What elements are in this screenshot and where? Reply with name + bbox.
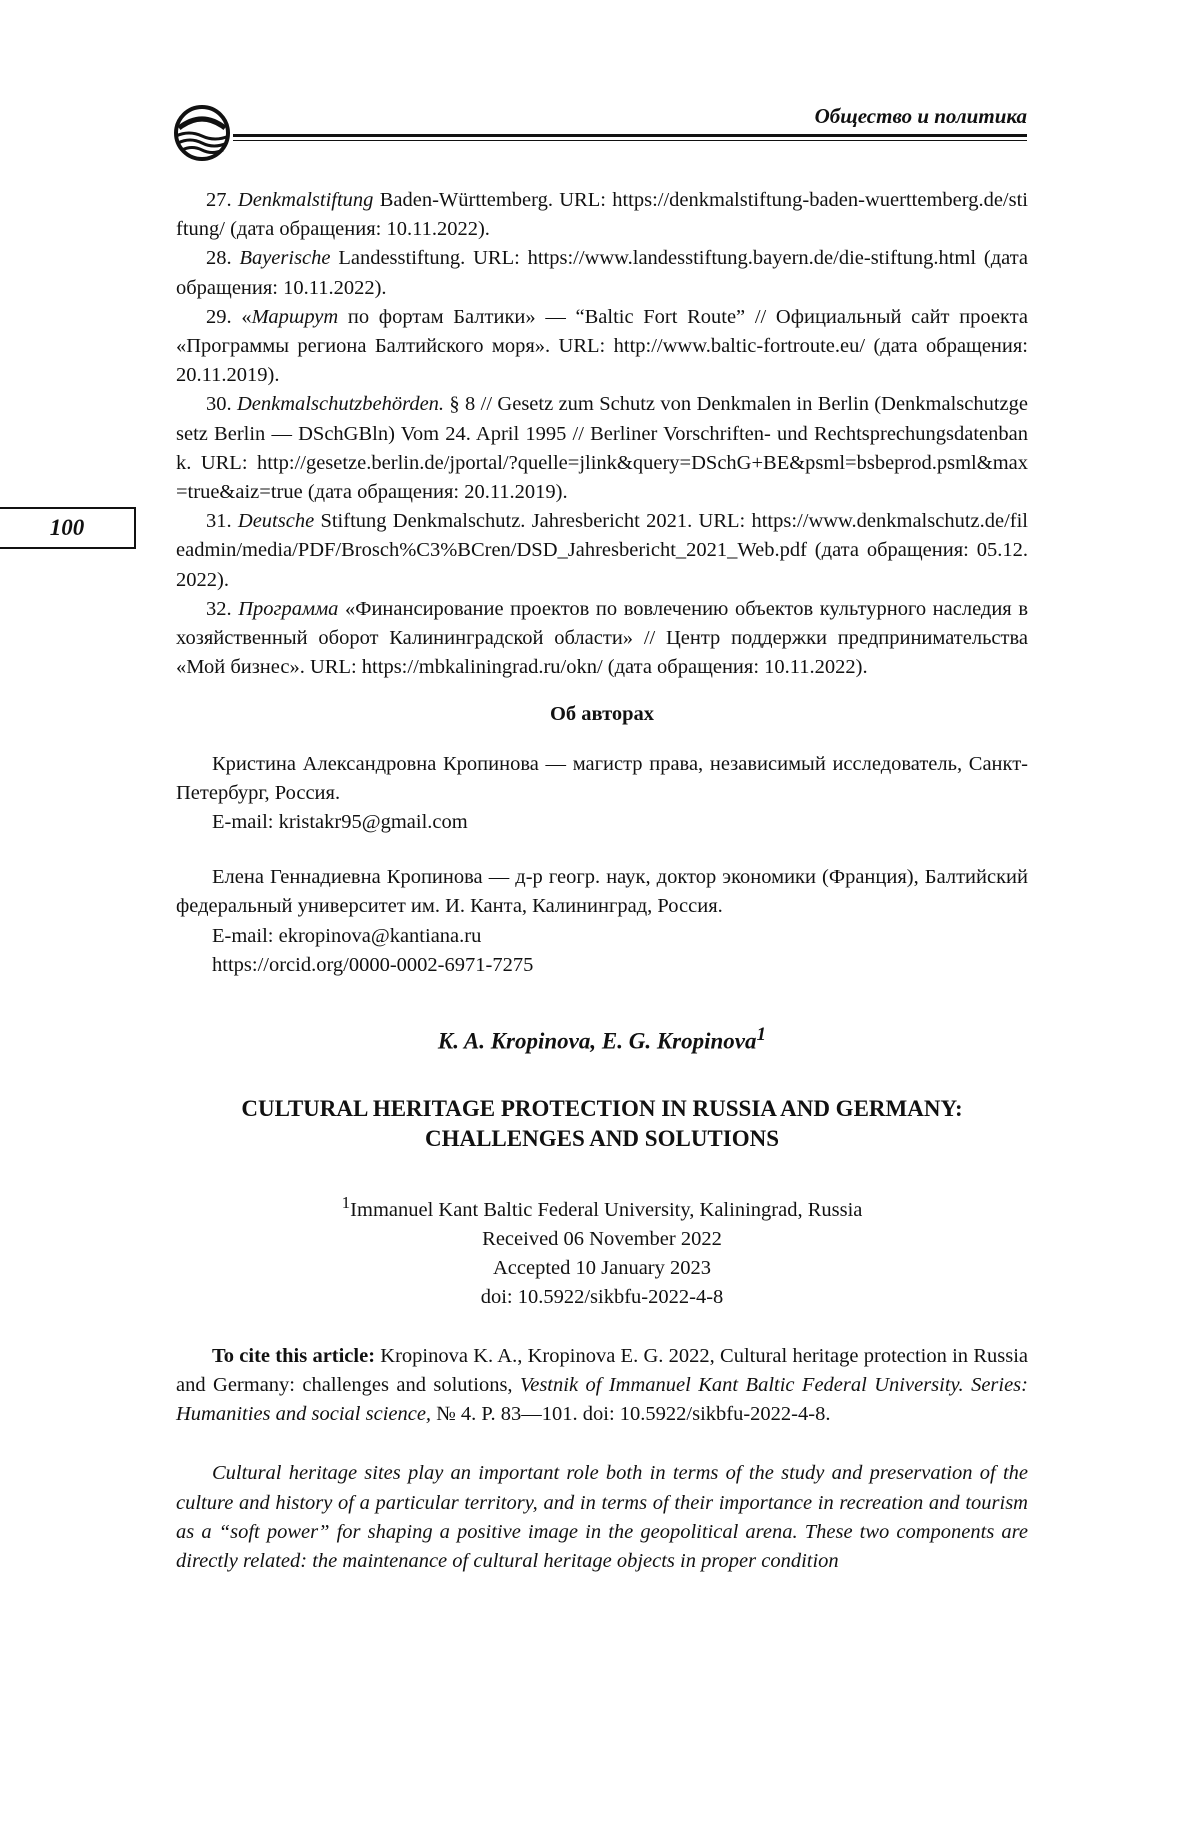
reference-28 <box>176 244 1028 302</box>
affiliation <box>176 1188 1028 1225</box>
english-authors <box>176 1020 1028 1056</box>
author-email: E-mail: ekropinova@kantiana.ru <box>212 924 482 947</box>
affiliation-text: Immanuel Kant Baltic Federal University, Kaliningrad, Russia <box>350 1198 863 1221</box>
english-authors-sup: 1 <box>756 1024 767 1046</box>
header-rule-thin <box>233 140 1027 141</box>
reference-italic: Deutsche <box>237 510 315 533</box>
reference-number: 30. <box>206 393 232 416</box>
reference-italic: Маршрут <box>251 305 339 328</box>
author-email: E-mail: kristakr95@gmail.com <box>212 811 468 834</box>
article-meta <box>176 1188 1028 1312</box>
reference-30 <box>176 390 1028 507</box>
reference-text: по фортам Балтики» — “Baltic Fort Route” // Официальный сайт проекта «Программы региона Балтийского моря». URL: http://www.baltic-fortroute.eu/ (дата обращения: 20.11.2019). <box>176 305 1029 387</box>
citation-tail: № 4. P. 83—101. doi: 10.5922/sikbfu-2022-4-8. <box>431 1403 831 1426</box>
reference-text: «Финансирование проектов по вовлечению объектов культурного наследия в хозяйственный оборот Калининградской области» // Центр поддержки предпринимательства «Мой бизнес». URL: https://mbkaliningrad.ru/okn/ (дата обращения: 10.11.2022). <box>176 597 1028 679</box>
reference-29 <box>176 303 1028 391</box>
reference-text: Baden-Württemberg. URL: https://denkmalstiftung-baden-wuerttemberg.de/stiftung/ (дата обращения: 10.11.2022). <box>176 189 1028 241</box>
journal-logo-icon <box>173 104 235 162</box>
affiliation-sup: 1 <box>341 1192 351 1212</box>
about-authors-heading: Об авторах <box>549 703 655 726</box>
citation-label: To cite this article: <box>212 1344 376 1367</box>
reference-italic: Программа <box>238 597 339 620</box>
abstract: Cultural heritage sites play an important role both in terms of the study and preservation of the culture and history of a particular territory, and in terms of their importance in recreation and tourism as a “soft power” for shaping a positive image in the geopolitical arena. These two components are directly related: the maintenance of cultural heritage objects in proper condition <box>176 1462 1028 1572</box>
author-bio: Кристина Александровна Кропинова — магистр права, независимый исследователь, Санкт-Петербург, Россия. <box>176 752 1028 804</box>
reference-text: § 8 // Gesetz zum Schutz von Denkmalen in Berlin (Denkmalschutzgesetz Berlin — DSchGBln) Vom 24. April 1995 // Berliner Vorschriften- und Rechtsprechungsdatenbank. URL: http://gesetze.berlin.de/jportal/?quelle=jlink&query=DSchG+BE&psml=bsbeprod.psml&max=true&aiz=true (дата обращения: 20.11.2019). <box>176 393 1029 504</box>
author-bio: Елена Геннадиевна Кропинова — д-р геогр. наук, доктор экономики (Франция), Балтийский федеральный университет им. И. Канта, Калининград, Россия. <box>176 866 1028 918</box>
citation-journal: Vestnik of Immanuel Kant Baltic Federal University. Series: Humanities and social science, <box>176 1373 1028 1426</box>
reference-italic: Denkmalstiftung <box>237 189 374 211</box>
author-1 <box>176 750 1028 838</box>
header-rule-thick <box>233 134 1027 137</box>
article-title-en: CULTURAL HERITAGE PROTECTION IN RUSSIA AND GERMANY: CHALLENGES AND SOLUTIONS <box>241 1095 963 1151</box>
reference-27 <box>176 186 1028 244</box>
author-orcid: https://orcid.org/0000-0002-6971-7275 <box>212 953 534 976</box>
reference-text: Landesstiftung. URL: https://www.landesstiftung.bayern.de/die-stiftung.html (дата обращения: 10.11.2022). <box>176 247 1029 299</box>
article-doi: doi: 10.5922/sikbfu-2022-4-8 <box>480 1285 724 1308</box>
reference-32 <box>176 595 1028 683</box>
reference-number: 28. <box>206 247 232 270</box>
citation <box>176 1342 1028 1430</box>
citation-text: Kropinova K. A., Kropinova E. G. 2022, Cultural heritage protection in Russia and Germany: challenges and solutions, <box>176 1344 1028 1396</box>
reference-number: 31. <box>206 510 232 533</box>
running-title: Общество и политика <box>814 104 1027 128</box>
reference-number: 32. <box>206 597 232 620</box>
english-authors-names: K. A. Kropinova, E. G. Kropinova <box>437 1028 757 1054</box>
author-2 <box>176 863 1028 980</box>
reference-italic: Bayerische <box>239 247 331 270</box>
reference-number: 27. <box>206 189 232 211</box>
received-date: Received 06 November 2022 <box>482 1227 722 1250</box>
reference-italic: Denkmalschutzbehörden. <box>237 393 445 416</box>
reference-31 <box>176 507 1028 595</box>
reference-number: 29. <box>206 305 232 328</box>
page-header <box>173 96 1027 166</box>
reference-prefix: « <box>241 305 252 328</box>
page-number: 100 <box>0 507 136 549</box>
reference-list <box>176 186 1028 682</box>
reference-text: Stiftung Denkmalschutz. Jahresbericht 2021. URL: https://www.denkmalschutz.de/fileadmin/media/PDF/Brosch%C3%BCren/DSD_Jahresbericht_2021_Web.pdf (дата обращения: 05.12.2022). <box>176 510 1029 591</box>
accepted-date: Accepted 10 January 2023 <box>492 1256 712 1279</box>
page-content <box>176 186 1028 1597</box>
